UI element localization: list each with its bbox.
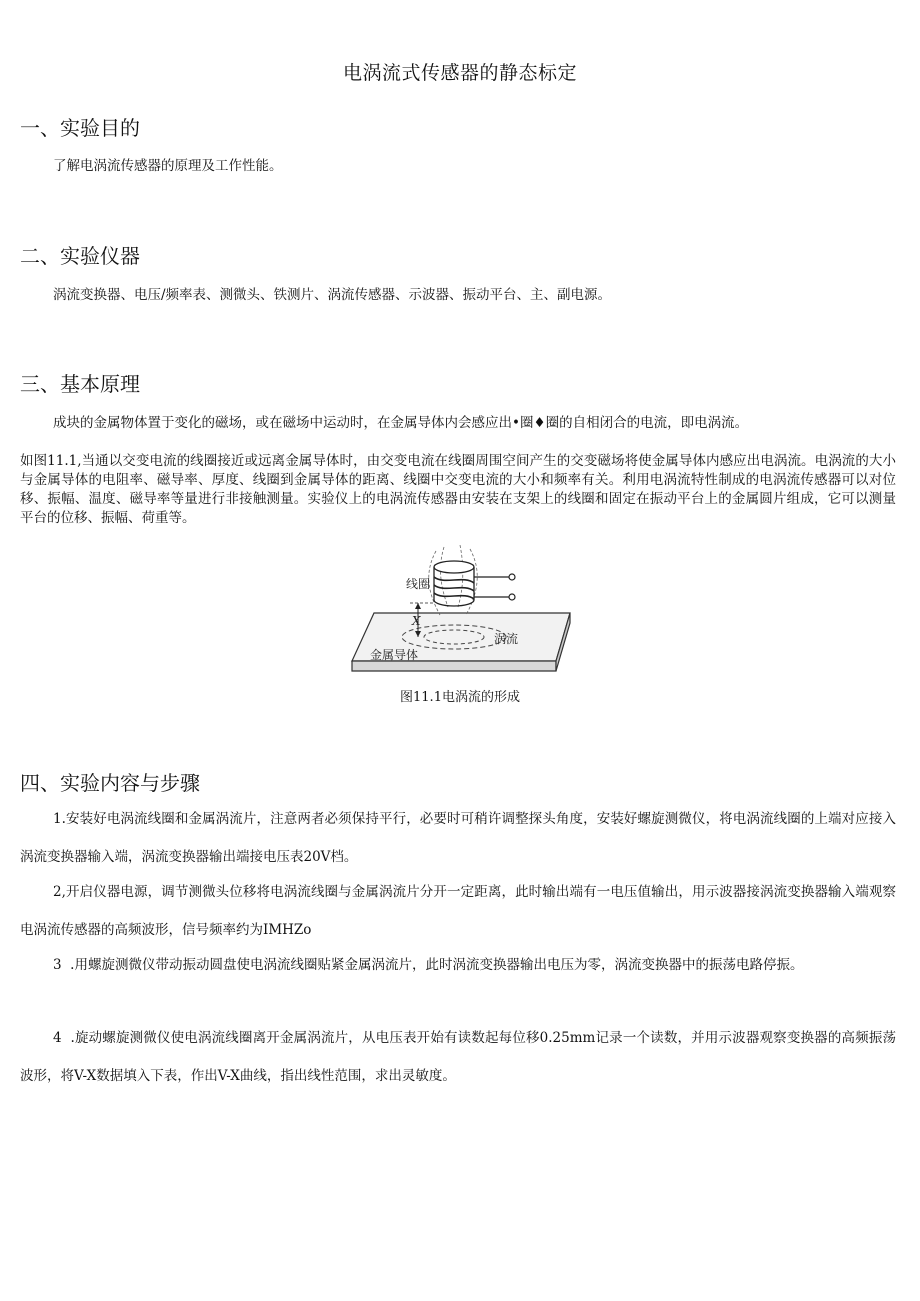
instruments-paragraph: 涡流变换器、电压/频率表、测微头、铁测片、涡流传感器、示波器、振动平台、主、副电源。 bbox=[53, 287, 612, 303]
procedure-step-3: 3 .用螺旋测微仪带动振动圆盘使电涡流线圈贴紧金属涡流片，此时涡流变换器输出电压为零，涡流变换器中的振荡电路停振。 bbox=[53, 957, 804, 973]
objective-paragraph: 了解电涡流传感器的原理及工作性能。 bbox=[53, 158, 283, 174]
section-heading-instruments: 二、实验仪器 bbox=[20, 246, 140, 268]
principle-paragraph-1: 成块的金属物体置于变化的磁场，或在磁场中运动时，在金属导体内会感应出•圈♦圈的自相闭合的电流，即电涡流。 bbox=[53, 415, 749, 431]
eddy-current-figure bbox=[344, 545, 574, 680]
section-heading-principle: 三、基本原理 bbox=[20, 374, 140, 396]
figure-caption: 图11.1电涡流的形成 bbox=[400, 690, 520, 705]
figure-label-coil: 线圈 bbox=[406, 577, 431, 591]
document-title: 电涡流式传感器的静态标定 bbox=[342, 63, 577, 84]
procedure-step-1: 1.安装好电涡流线圈和金属涡流片，注意两者必须保持平行，必要时可稍许调整探头角度，安装好螺旋测微仪，将电涡流线圈的上端对应接入涡流变换器输入端，涡流变换器输出端接电压表20V档。 bbox=[20, 811, 896, 865]
figure-label-eddy: 涡流 bbox=[494, 632, 519, 646]
figure-label-metal: 金属导体 bbox=[370, 648, 419, 662]
procedure-step-2: 2,开启仪器电源，调节测微头位移将电涡流线圈与金属涡流片分开一定距离，此时输出端有一电压值输出，用示波器接涡流变换器输入端观察电涡流传感器的高频波形，信号频率约为IMHZo bbox=[20, 884, 896, 938]
figure-label-x: X bbox=[412, 614, 421, 628]
section-heading-procedure: 四、实验内容与步骤 bbox=[20, 773, 200, 795]
section-heading-objective: 一、实验目的 bbox=[20, 118, 140, 140]
procedure-step-4: 4 .旋动螺旋测微仪使电涡流线圈离开金属涡流片，从电压表开始有读数起每位移0.25mm记录一个读数，并用示波器观察变换器的高频振荡波形，将V-X数据填入下表，作出V-X曲线，指出线性范围，求出灵敏度。 bbox=[20, 1030, 896, 1084]
principle-paragraph-2: 如图11.1,当通以交变电流的线圈接近或远离金属导体时，由交变电流在线圈周围空间产生的交变磁场将使金属导体内感应出电涡流。电涡流的大小与金属导体的电阻率、磁导率、厚度、线圈到金属导体的距离、线圈中交变电流的大小和频率有关。利用电涡流特性制成的电涡流传感器可以对位移、振幅、温度、磁导率等量进行非接触测量。实验仪上的电涡流传感器由安装在支架上的线圈和固定在振动平台上的金属圆片组成，它可以测量平台的位移、振幅、荷重等。 bbox=[20, 453, 896, 526]
